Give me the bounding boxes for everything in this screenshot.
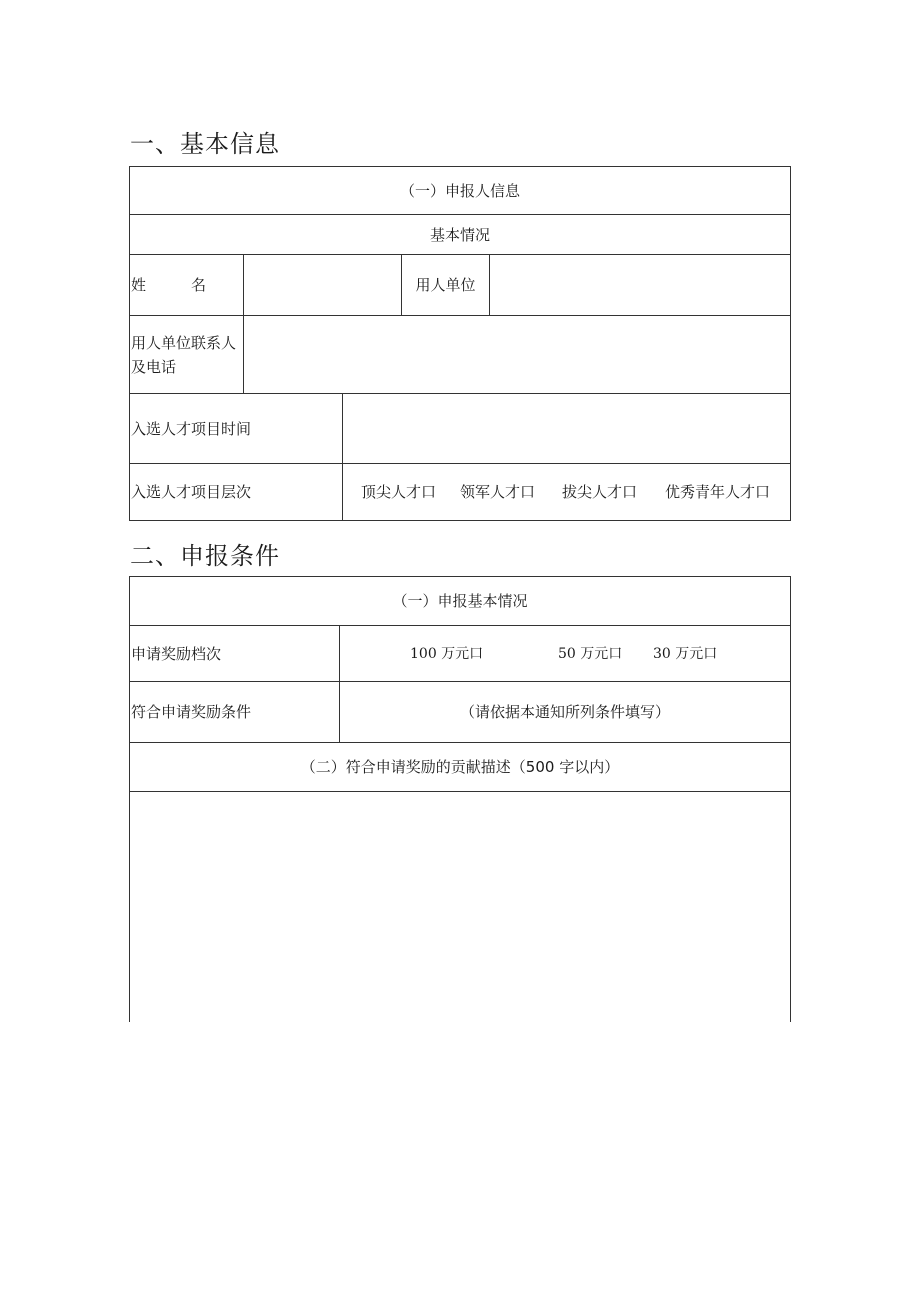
level-option-outstanding[interactable]: 拔尖人才口 xyxy=(562,483,638,501)
level-option-youth[interactable]: 优秀青年人才口 xyxy=(665,483,771,501)
section-heading-conditions: 二、申报条件 xyxy=(130,542,280,570)
basic-situation-label: 基本情况 xyxy=(429,225,490,244)
level-option-leading[interactable]: 领军人才口 xyxy=(460,483,536,501)
grade-option-50[interactable]: 50 万元口 xyxy=(558,645,623,662)
reward-condition-hint[interactable]: （请依据本通知所列条件填写） xyxy=(459,703,670,721)
selected-time-field[interactable] xyxy=(343,394,790,463)
reward-grade-options xyxy=(340,626,790,681)
selected-time-label: 入选人才项目时间 xyxy=(131,419,252,438)
applicant-info-table xyxy=(129,166,791,521)
talent-level-options xyxy=(343,464,790,520)
section-heading-basic-info: 一、基本信息 xyxy=(130,130,280,158)
contact-label-line1: 用人单位联系人 xyxy=(131,333,237,352)
grade-option-100[interactable]: 100 万元口 xyxy=(410,645,484,662)
conditions-table xyxy=(129,576,791,1022)
talent-level-label: 入选人才项目层次 xyxy=(131,483,252,501)
applicant-info-subtitle: （一）申报人信息 xyxy=(399,181,520,200)
level-option-top[interactable]: 顶尖人才口 xyxy=(361,483,437,501)
contact-label-line2: 及电话 xyxy=(131,357,177,376)
grade-option-30[interactable]: 30 万元口 xyxy=(653,645,718,662)
reward-condition-label: 符合申请奖励条件 xyxy=(131,703,252,721)
name-label: 姓 名 xyxy=(131,276,207,294)
contribution-description-title: （二）符合申请奖励的贡献描述（500 字以内） xyxy=(300,758,620,776)
name-field[interactable] xyxy=(244,255,401,315)
employer-field[interactable] xyxy=(490,255,790,315)
contact-field[interactable] xyxy=(244,316,790,393)
contact-label xyxy=(131,316,243,393)
conditions-subtitle: （一）申报基本情况 xyxy=(392,592,528,610)
contribution-description-field[interactable] xyxy=(130,792,790,1022)
employer-label: 用人单位 xyxy=(415,276,476,294)
reward-grade-label: 申请奖励档次 xyxy=(131,644,222,663)
